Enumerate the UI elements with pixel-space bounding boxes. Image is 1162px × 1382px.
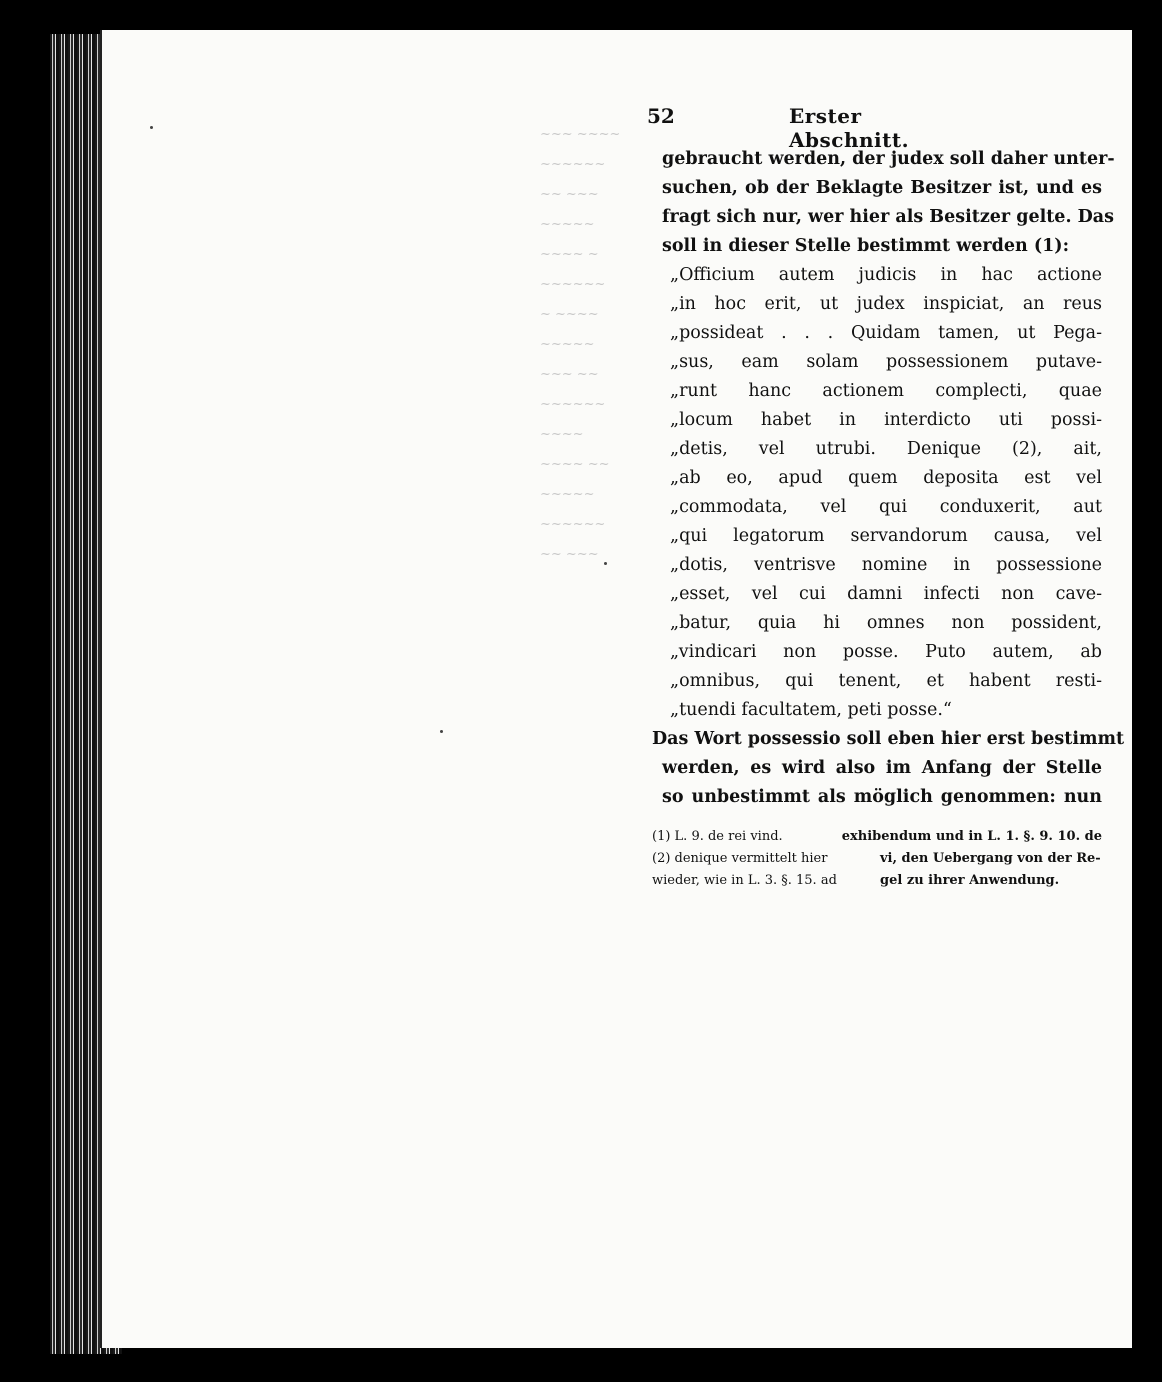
text-line: „possideat . . . Quidam tamen, ut Pega- <box>670 323 1102 343</box>
running-head <box>647 104 977 152</box>
footnote-row <box>652 870 1102 892</box>
text-line: „esset, vel cui damni infecti non cave- <box>670 584 1102 604</box>
footnote-left: (1) L. 9. de rei vind. <box>652 829 783 844</box>
text-line: „omnibus, qui tenent, et habent resti- <box>670 671 1102 691</box>
text-line: gebraucht werden, der judex soll daher unter- <box>662 149 1115 169</box>
print-speck <box>604 562 607 565</box>
text-line: „ab eo, apud quem deposita est vel <box>670 468 1102 488</box>
text-line: „tuendi facultatem, peti posse.“ <box>670 700 952 720</box>
text-line: „batur, quia hi omnes non possident, <box>670 613 1102 633</box>
print-speck <box>440 730 443 733</box>
text-line: so unbestimmt als möglich genommen: nun <box>662 787 1102 807</box>
text-line: „dotis, ventrisve nomine in possessione <box>670 555 1102 575</box>
text-line: „vindicari non posse. Puto autem, ab <box>670 642 1102 662</box>
text-line: „in hoc erit, ut judex inspiciat, an reus <box>670 294 1102 314</box>
text-line: „runt hanc actionem complecti, quae <box>670 381 1102 401</box>
page-number: 52 <box>647 104 675 128</box>
text-line: suchen, ob der Beklagte Besitzer ist, und es <box>662 178 1102 198</box>
footnote-row <box>652 848 1102 870</box>
text-line: „locum habet in interdicto uti possi- <box>670 410 1102 430</box>
footnote-right: exhibendum und in L. 1. §. 9. 10. de <box>841 829 1102 844</box>
text-line: „detis, vel utrubi. Denique (2), ait, <box>670 439 1102 459</box>
text-line: Das Wort possessio soll eben hier erst bestimmt <box>652 729 1125 749</box>
text-line: fragt sich nur, wer hier als Besitzer gelte. Das <box>662 207 1114 227</box>
footnote-left: wieder, wie in L. 3. §. 15. ad <box>652 873 837 888</box>
text-line: „commodata, vel qui conduxerit, aut <box>670 497 1102 517</box>
footnote-left: (2) denique vermittelt hier <box>652 851 828 866</box>
text-line: werden, es wird also im Anfang der Stelle <box>662 758 1102 778</box>
print-speck <box>150 126 153 129</box>
footnote-right: vi, den Uebergang von der Re- <box>880 851 1101 866</box>
footnote-row <box>652 826 1102 848</box>
show-through-text: ~~~ ~~~~ ~~~~~~ ~~ ~~~ ~~~~~ ~~~~ ~ ~~~~~~ ~ ~~~~ ~~~~~ ~~~ ~~ ~~~~~~ ~~~~ ~~~~ ~~ ~~~~~ ~~~~~~ ~~ ~~~ <box>540 127 620 562</box>
text-line: „qui legatorum servandorum causa, vel <box>670 526 1102 546</box>
running-title: Erster Abschnitt. <box>789 104 910 152</box>
text-line: soll in dieser Stelle bestimmt werden (1): <box>662 236 1070 256</box>
footnotes <box>652 826 1102 892</box>
text-line: „sus, eam solam possessionem putave- <box>670 352 1102 372</box>
main-text <box>652 145 1125 812</box>
footnote-right: gel zu ihrer Anwendung. <box>880 873 1060 888</box>
text-line: „Officium autem judicis in hac actione <box>670 265 1102 285</box>
